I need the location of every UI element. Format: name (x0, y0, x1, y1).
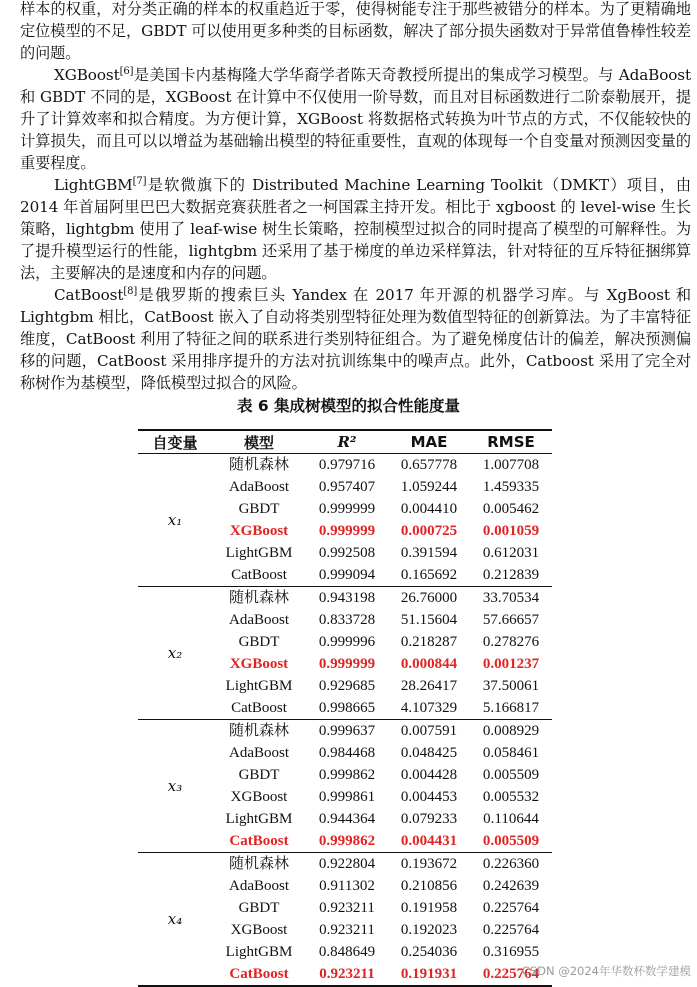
model-cell: 随机森林 (212, 720, 306, 743)
fit-performance-table (138, 429, 552, 987)
rmse-cell: 0.001059 (482, 523, 540, 539)
r2-cell: 0.923211 (319, 900, 375, 916)
header-model: 模型 (212, 430, 306, 454)
model-cell: 随机森林 (212, 587, 306, 610)
variable-cell: x₁ (138, 454, 212, 587)
table-row (138, 454, 552, 477)
r2-cell: 0.911302 (319, 878, 375, 894)
rmse-cell: 0.612031 (482, 545, 540, 561)
model-cell: GBDT (238, 900, 280, 916)
mae-cell: 0.165692 (400, 567, 458, 583)
mae-cell: 1.059244 (400, 479, 458, 495)
variable-cell: x₂ (138, 587, 212, 720)
mae-cell: 26.76000 (388, 587, 470, 610)
model-cell: LightGBM (225, 811, 293, 827)
paragraph-text: 是美国卡内基梅隆大学华裔学者陈天奇教授所提出的集成学习模型。与 AdaBoost 和 GBDT 不同的是，XGBoost 在计算中不仅使用一阶导数，而且对目标函数进行二阶泰勒展开，提升了计算效率和拟合精度。为方便计算，XGBoost 将数据格式转换为叶节点的方式，不仅能较快的计算损失，而且可以以增益为基础输出模型的特征重要性，直观的体现每一个自变量对预测因变量的重要程度。 (20, 66, 691, 172)
model-cell: LightGBM (225, 545, 293, 561)
rmse-cell: 0.225764 (470, 963, 552, 986)
paragraph-text: 是俄罗斯的搜索巨头 Yandex 在 2017 年开源的机器学习库。与 XgBoost 和 Lightgbm 相比，CatBoost 嵌入了自动将类别型特征处理为数值型特征的创新算法。为了丰富特征维度，CatBoost 利用了特征之间的联系进行类别特征组合。为了避免梯度估计的偏差，解决预测偏移的问题，CatBoost 采用排序提升的方法对抗训练集中的噪声点。此外，Catboost 采用了完全对称树作为基模型，降低模型过拟合的风险。 (20, 286, 691, 392)
mae-cell: 0.210856 (400, 878, 458, 894)
mae-cell: 0.191931 (388, 963, 470, 986)
r2-cell: 0.984468 (318, 745, 376, 761)
rmse-cell: 0.008929 (470, 720, 552, 743)
mae-cell: 0.048425 (400, 745, 458, 761)
r2-cell: 0.944364 (318, 811, 376, 827)
r2-cell: 0.848649 (318, 944, 376, 960)
r2-cell: 0.922804 (306, 853, 388, 876)
mae-cell: 0.004428 (400, 767, 458, 783)
rmse-cell: 0.225764 (482, 922, 540, 938)
header-r2: R² (306, 430, 388, 454)
rmse-cell: 0.058461 (482, 745, 540, 761)
mae-cell: 4.107329 (400, 700, 458, 716)
mae-cell: 0.191958 (400, 900, 458, 916)
model-cell: CatBoost (231, 567, 287, 583)
r2-cell: 0.957407 (318, 479, 376, 495)
rmse-cell: 0.005462 (482, 501, 540, 517)
model-cell: 随机森林 (212, 853, 306, 876)
rmse-cell: 0.225764 (482, 900, 540, 916)
rmse-cell: 0.110644 (483, 811, 539, 827)
paragraph-catboost (0, 284, 697, 394)
model-cell: LightGBM (225, 678, 293, 694)
r2-cell: 0.999094 (318, 567, 376, 583)
r2-cell: 0.992508 (318, 545, 376, 561)
table-caption: 表 6 集成树模型的拟合性能度量 (236, 397, 461, 415)
model-cell: CatBoost (212, 963, 306, 986)
paragraph-lightgbm (0, 174, 697, 284)
model-cell: AdaBoost (229, 745, 289, 761)
r2-cell: 0.999999 (318, 656, 376, 672)
rmse-cell: 0.226360 (470, 853, 552, 876)
mae-cell: 0.004453 (400, 789, 458, 805)
rmse-cell: 1.459335 (482, 479, 540, 495)
header-rmse: RMSE (470, 430, 552, 454)
model-cell: AdaBoost (229, 479, 289, 495)
mae-cell: 0.000725 (400, 523, 458, 539)
r2-cell: 0.923211 (306, 963, 388, 986)
variable-cell: x₃ (138, 720, 212, 853)
model-cell: CatBoost (231, 700, 287, 716)
r2-cell: 0.999999 (318, 523, 376, 539)
mae-cell: 0.218287 (400, 634, 458, 650)
rmse-cell: 1.007708 (470, 454, 552, 477)
mae-cell: 0.000844 (400, 656, 458, 672)
mae-cell: 0.192023 (400, 922, 458, 938)
mae-cell: 0.004431 (400, 833, 458, 849)
rmse-cell: 33.70534 (470, 587, 552, 610)
model-cell: XGBoost (230, 922, 288, 938)
model-cell: 随机森林 (212, 454, 306, 477)
mae-cell: 0.193672 (388, 853, 470, 876)
table-header-row (138, 430, 552, 454)
model-cell: CatBoost (229, 833, 289, 849)
mae-cell: 28.26417 (400, 678, 458, 694)
model-cell: GBDT (238, 767, 280, 783)
model-cell: GBDT (238, 501, 280, 517)
header-mae: MAE (388, 430, 470, 454)
paragraph-text: 是软微旗下的 Distributed Machine Learning Toolkit（DMKT）项目，由 2014 年首届阿里巴巴大数据竞赛获胜者之一柯国霖主持开发。相比于 xgboost 的 level-wise 生长策略，lightgbm 使用了 leaf-wise 树生长策略，控制模型过拟合的同时提高了模型的可解释性。为了提升模型运行的性能，lightgbm 还采用了基于梯度的单边采样算法，针对特征的互斥特征捆绑算法，主要解决的是速度和内存的问题。 (20, 176, 691, 282)
citation-ref[interactable]: [6] (119, 65, 134, 77)
r2-cell: 0.999996 (318, 634, 376, 650)
paragraph-text: 样本的权重，对分类正确的样本的权重趋近于零，使得树能专注于那些被错分的样本。为了更精确地定位模型的不足，GBDT 可以使用更多种类的目标函数，解决了部分损失函数对于异常值鲁棒性较差的问题。 (20, 0, 691, 62)
mae-cell: 0.007591 (388, 720, 470, 743)
r2-cell: 0.999862 (318, 767, 376, 783)
rmse-cell: 0.278276 (482, 634, 540, 650)
paper-page (0, 0, 697, 416)
citation-ref[interactable]: [7] (132, 175, 147, 187)
rmse-cell: 0.242639 (482, 878, 540, 894)
paragraph-adaboost-tail (0, 0, 697, 64)
model-cell: AdaBoost (229, 612, 289, 628)
r2-cell: 0.929685 (318, 678, 376, 694)
mae-cell: 0.004410 (400, 501, 458, 517)
mae-cell: 0.391594 (400, 545, 458, 561)
header-variable: 自变量 (138, 430, 212, 454)
mae-cell: 0.254036 (400, 944, 458, 960)
r2-cell: 0.999999 (318, 501, 376, 517)
table-row (138, 853, 552, 876)
rmse-cell: 37.50061 (482, 678, 540, 694)
r2-cell: 0.999861 (318, 789, 376, 805)
citation-ref[interactable]: [8] (123, 285, 138, 297)
watermark: CSDN @2024年华数杯数学建模 (521, 964, 691, 978)
r2-cell: 0.833728 (318, 612, 376, 628)
variable-cell: x₄ (138, 853, 212, 987)
term-xgboost: XGBoost (54, 66, 120, 84)
model-cell: GBDT (238, 634, 280, 650)
term-catboost: CatBoost (54, 286, 124, 304)
mae-cell: 0.079233 (400, 811, 458, 827)
rmse-cell: 5.166817 (482, 700, 540, 716)
rmse-cell: 57.66657 (482, 612, 540, 628)
rmse-cell: 0.005532 (482, 789, 540, 805)
rmse-cell: 0.005509 (482, 767, 540, 783)
table-row (138, 587, 552, 610)
r2-cell: 0.979716 (306, 454, 388, 477)
rmse-cell: 0.005509 (482, 833, 540, 849)
r2-cell: 0.998665 (318, 700, 376, 716)
r2-cell: 0.923211 (319, 922, 375, 938)
model-cell: XGBoost (229, 523, 289, 539)
model-cell: AdaBoost (229, 878, 289, 894)
paragraph-xgboost (0, 64, 697, 174)
mae-cell: 0.657778 (388, 454, 470, 477)
mae-cell: 51.15604 (400, 612, 458, 628)
table-body (138, 454, 552, 987)
rmse-cell: 0.212839 (482, 567, 540, 583)
table-row (138, 720, 552, 743)
r2-cell: 0.999862 (318, 833, 376, 849)
model-cell: LightGBM (225, 944, 293, 960)
rmse-cell: 0.001237 (482, 656, 540, 672)
r2-cell: 0.943198 (306, 587, 388, 610)
r2-cell: 0.999637 (306, 720, 388, 743)
model-cell: XGBoost (230, 789, 288, 805)
term-lightgbm: LightGBM (54, 176, 133, 194)
model-cell: XGBoost (229, 656, 289, 672)
rmse-cell: 0.316955 (482, 944, 540, 960)
